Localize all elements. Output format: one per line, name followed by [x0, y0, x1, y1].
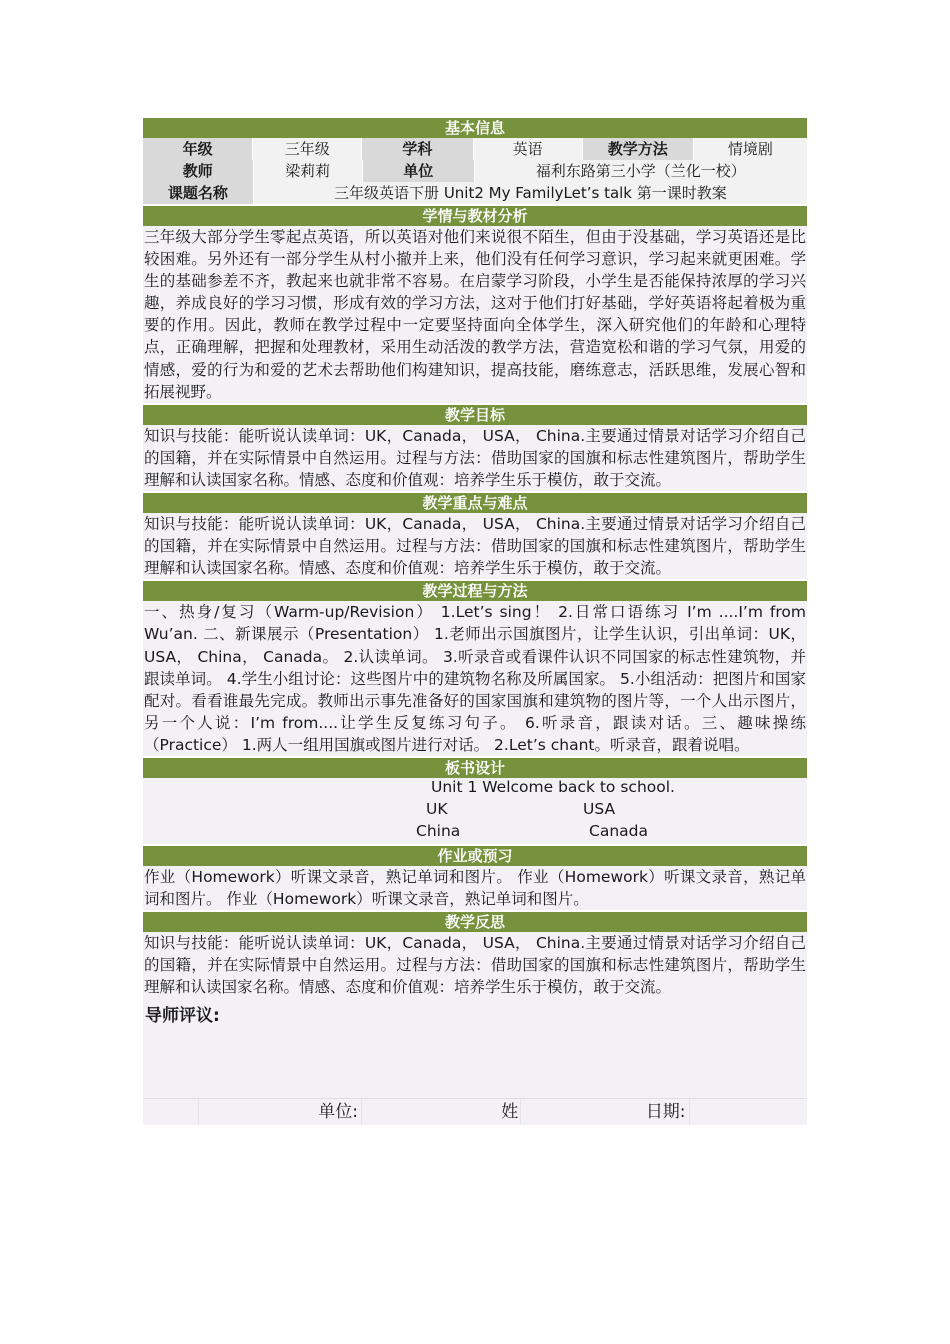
subject-label: 学科: [362, 138, 473, 160]
process-text: 一、热身/复习（Warm-up/Revision） 1.Let’s sing！ 2.日常口语练习 I’m ....I’m from Wu’an. 二、新课展示（Presentation） 1.老师出示国旗图片，让学生认识，引出单词：UK， USA， China， Canada。 2.认读单词。 3.听录音或看课件认识不同国家的标志性建筑物，并跟读单词。 4.学生小组讨论：这些图片中的建筑物名称及所属国家。 5.小组活动：把图片和国家配对。看看谁最先完成。教师出示事先准备好的国家国旗和建筑物的图片等，一个人出示图片，另一个人说：I’m from....让学生反复练习句子。 6.听录音，跟读对话。三、趣味操练（Practice） 1.两人一组用国旗或图片进行对话。 2.Let’s chant。听录音，跟着说唱。: [143, 601, 807, 756]
section-header-analysis: 学情与教材分析: [143, 204, 807, 226]
analysis-text: 三年级大部分学生零起点英语，所以英语对他们来说很不陌生，但由于没基础，学习英语还是比较困难。另外还有一部分学生从村小撤并上来，他们没有任何学习意识，学习起来就更困难。学生的基础参差不齐，教起来也就非常不容易。在启蒙学习阶段，小学生是否能保持浓厚的学习兴趣，养成良好的学习习惯，形成有效的学习方法，这对于他们打好基础，学好英语将起着极为重要的作用。因此，教师在教学过程中一定要坚持面向全体学生，深入研究他们的年龄和心理特点，正确理解，把握和处理教材，采用生动活泼的教学方法，营造宽松和谐的学习气氛，用爱的情感，爱的行为和爱的艺术去帮助他们构建知识，提高技能，磨练意志，活跃思维，发展心智和拓展视野。: [143, 226, 807, 403]
teacher-value: 梁莉莉: [254, 160, 364, 182]
info-row-1: [143, 138, 807, 160]
method-label: 教学方法: [583, 138, 694, 160]
teacher-label: 教师: [143, 160, 254, 182]
sign-date-blank: [690, 1099, 807, 1125]
section-header-keypoints: 教学重点与难点: [143, 491, 807, 513]
unit-label: 单位: [363, 160, 475, 182]
info-row-2: [143, 160, 807, 182]
method-value: 情境剧: [727, 140, 773, 158]
sign-date-label: 日期:: [521, 1099, 689, 1125]
info-row-3: [143, 182, 807, 204]
board-word-canada: Canada: [589, 821, 648, 840]
signature-row: [143, 1098, 807, 1125]
board-word-china: China: [416, 821, 461, 840]
section-header-process: 教学过程与方法: [143, 579, 807, 601]
title-label: 课题名称: [143, 182, 254, 204]
unit-value: 福利东路第三小学（兰化一校）: [535, 162, 746, 180]
section-header-board: 板书设计: [143, 756, 807, 778]
title-value: 三年级英语下册 Unit2 My FamilyLet’s talk 第一课时教案: [334, 184, 727, 202]
sign-unit-label: 单位:: [199, 1099, 362, 1125]
advisor-comment-label: 导师评议:: [145, 1006, 220, 1027]
lesson-plan-table: [143, 116, 807, 1125]
keypoints-text: 知识与技能：能听说认读单词：UK，Canada， USA， China.主要通过情景对话学习介绍自己的国籍，并在实际情景中自然运用。过程与方法：借助国家的国旗和标志性建筑图片，帮助学生理解和认读国家名称。情感、态度和价值观：培养学生乐于模仿，敢于交流。: [143, 513, 807, 579]
sign-name-label: 姓: [362, 1099, 521, 1125]
grade-label: 年级: [143, 138, 253, 160]
goals-text: 知识与技能：能听说认读单词：UK，Canada， USA， China.主要通过情景对话学习介绍自己的国籍，并在实际情景中自然运用。过程与方法：借助国家的国旗和标志性建筑图片，帮助学生理解和认读国家名称。情感、态度和价值观：培养学生乐于模仿，敢于交流。: [143, 425, 807, 491]
board-unit-line: Unit 1 Welcome back to school.: [431, 777, 675, 796]
signature-blank: [143, 1099, 199, 1125]
section-header-reflection: 教学反思: [143, 910, 807, 932]
grade-value: 三年级: [253, 138, 362, 160]
reflection-text: 知识与技能：能听说认读单词：UK，Canada， USA， China.主要通过情景对话学习介绍自己的国籍，并在实际情景中自然运用。过程与方法：借助国家的国旗和标志性建筑图片，帮助学生理解和认读国家名称。情感、态度和价值观：培养学生乐于模仿，敢于交流。: [143, 932, 807, 998]
section-header-goals: 教学目标: [143, 403, 807, 425]
section-header-homework: 作业或预习: [143, 844, 807, 866]
board-design: [143, 778, 807, 844]
board-word-uk: UK: [426, 799, 448, 818]
advisor-comment-area: [143, 998, 807, 1098]
homework-text: 作业（Homework）听课文录音，熟记单词和图片。 作业（Homework）听课文录音，熟记单词和图片。 作业（Homework）听课文录音，熟记单词和图片。: [143, 866, 807, 910]
section-header-basic-info: 基本信息: [143, 116, 807, 138]
subject-value: 英语: [474, 138, 583, 160]
board-word-usa: USA: [583, 799, 616, 818]
